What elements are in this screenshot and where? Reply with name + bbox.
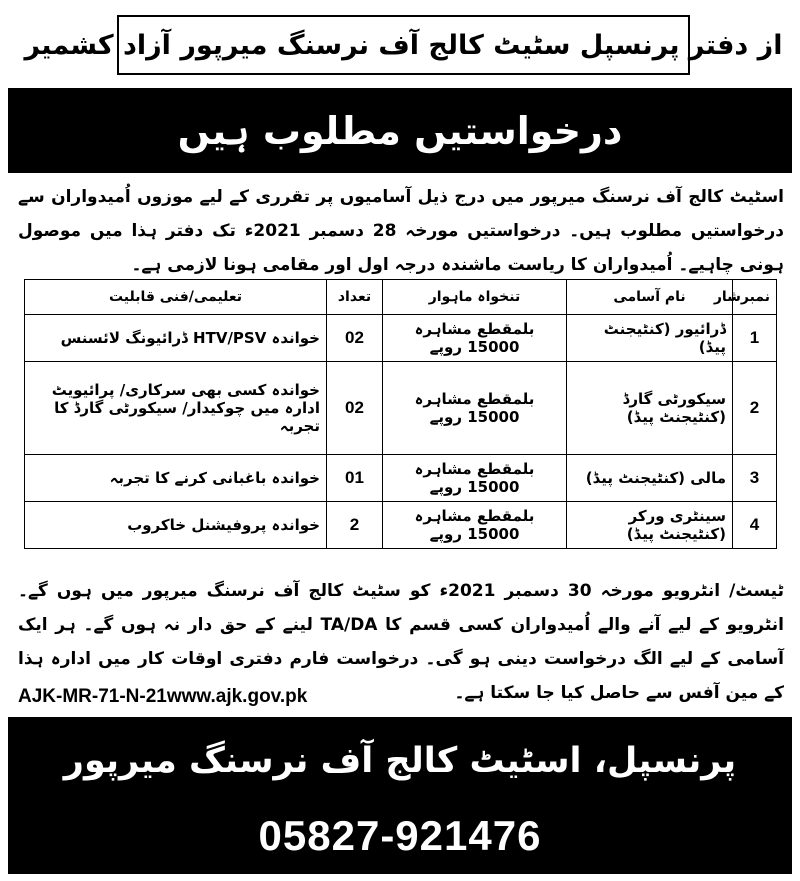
- row-salary: بلمقطع مشاہرہ 15000 روپے: [383, 455, 567, 502]
- header-serial: نمبرشار: [733, 280, 777, 315]
- table-header-row: [25, 280, 777, 315]
- row-post: سیکورٹی گارڈ (کنٹیجنٹ پیڈ): [567, 362, 733, 455]
- header-qualification: تعلیمی/فنی قابلیت: [25, 280, 327, 315]
- row-serial: 3: [733, 455, 777, 502]
- row-salary: بلمقطع مشاہرہ 15000 روپے: [383, 315, 567, 362]
- row-count: 2: [327, 502, 383, 549]
- row-serial: 4: [733, 502, 777, 549]
- row-serial: 1: [733, 315, 777, 362]
- header-post: نام آسامی: [567, 280, 733, 315]
- row-serial: 2: [733, 362, 777, 455]
- page-title: درخواستیں مطلوب ہیں: [8, 88, 792, 173]
- table-row: [25, 362, 777, 455]
- contact-phone: 05827-921476: [258, 812, 542, 859]
- header-count: تعداد: [327, 280, 383, 315]
- footer-banner: [8, 717, 792, 874]
- row-post: ڈرائیور (کنٹیجنٹ پیڈ): [567, 315, 733, 362]
- office-header: از دفتر پرنسپل سٹیٹ کالج آف نرسنگ میرپور آزاد کشمیر: [117, 15, 690, 75]
- intro-paragraph: اسٹیٹ کالج آف نرسنگ میرپور میں درج ذیل آسامیوں پر تقرری کے لیے موزوں اُمیدواران سے درخواستیں مطلوب ہیں۔ درخواستیں مورخہ 28 دسمبر 2021ء تک دفتر ہذا میں موصول ہونی چاہیے۔ اُمیدواران کا ریاست ماشندہ درجہ اول اور مقامی ہونا لازمی ہے۔: [18, 187, 784, 275]
- row-count: 02: [327, 362, 383, 455]
- row-count: 02: [327, 315, 383, 362]
- interview-paragraph: ٹیسٹ/ انٹرویو مورخہ 30 دسمبر 2021ء کو سٹیٹ کالج آف نرسنگ میرپور میں ہوں گے۔ انٹرویو کے لیے آنے والے اُمیدواران کسی قسم کا TA/DA لینے کے حق دار نہ ہوں گے۔ ہر ایک آسامی کے لیے الگ درخواست دینی ہو گی۔ درخواست فارم دفتری اوقات کار میں ادارہ ہذا کے مین آفس سے حاصل کیا جا سکتا ہے۔: [18, 581, 785, 703]
- row-count: 01: [327, 455, 383, 502]
- row-qualification: خواندہ کسی بھی سرکاری/ پرائیویٹ ادارہ میں چوکیدار/ سیکورٹی گارڈ کا تجربہ: [25, 362, 327, 455]
- row-post: مالی (کنٹیجنٹ پیڈ): [567, 455, 733, 502]
- row-post: سینٹری ورکر (کنٹیجنٹ پیڈ): [567, 502, 733, 549]
- row-qualification: خواندہ باغبانی کرنے کا تجربہ: [25, 455, 327, 502]
- table-row: [25, 502, 777, 549]
- reference-code: AJK-MR-71-N-21www.ajk.gov.pk: [18, 686, 308, 707]
- header-salary: تنخواہ ماہوار: [383, 280, 567, 315]
- vacancies-table: [24, 279, 777, 549]
- row-qualification: خواندہ پروفیشنل خاکروب: [25, 502, 327, 549]
- row-qualification: خواندہ HTV/PSV ڈرائیونگ لائسنس: [25, 315, 327, 362]
- table-row: [25, 315, 777, 362]
- row-salary: بلمقطع مشاہرہ 15000 روپے: [383, 502, 567, 549]
- signatory-name: پرنسپل، اسٹیٹ کالج آف نرسنگ میرپور: [63, 741, 737, 781]
- row-salary: بلمقطع مشاہرہ 15000 روپے: [383, 362, 567, 455]
- table-row: [25, 455, 777, 502]
